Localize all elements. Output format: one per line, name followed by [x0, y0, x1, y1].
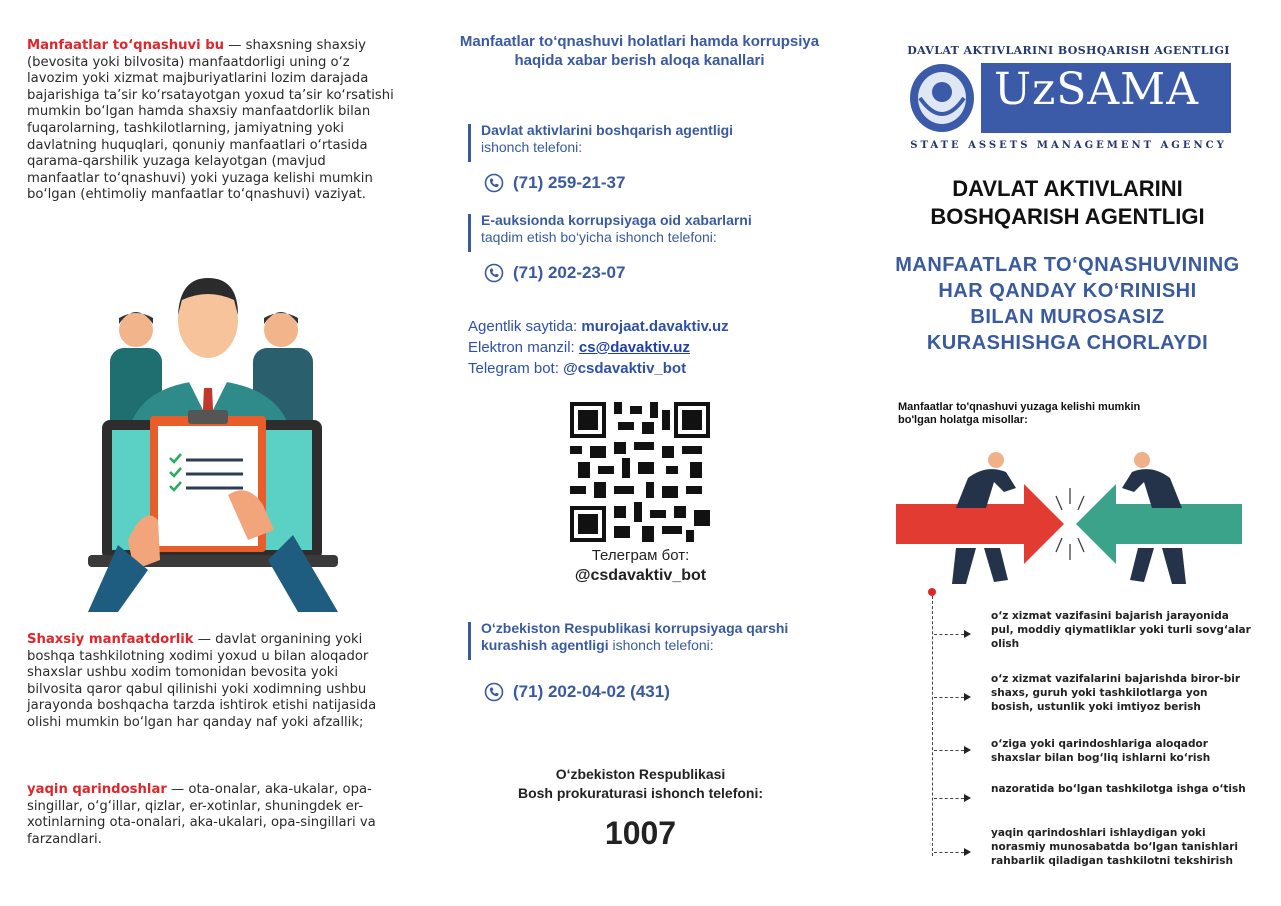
prosecutor-line1: O‘zbekiston Respublikasi — [555, 766, 726, 782]
timeline-line — [932, 596, 933, 856]
logo-caption-top: DAVLAT AKTIVLARINI BOSHQARISH AGENTLIGI — [907, 44, 1230, 57]
accent-bar — [468, 124, 471, 162]
anticorruption-hotline — [468, 620, 841, 654]
agency-title — [864, 175, 1271, 231]
example-item: o‘ziga yoki qarindoshlariga aloqador shaxslar bilan bog‘liq ishlarni ko‘rish — [991, 738, 1211, 764]
phone-eauction[interactable] — [484, 263, 625, 283]
eauction-hotline — [468, 212, 752, 246]
prosecutor-line2: Bosh prokuraturasi ishonch telefoni: — [517, 785, 764, 801]
qr-caption-label: Телеграм бот: — [591, 547, 690, 564]
phone-eauction-number: (71) 202-23-07 — [513, 263, 626, 282]
prosecutor-number[interactable]: 1007 — [604, 815, 677, 851]
phone-anticorruption[interactable] — [484, 682, 670, 702]
phone-icon — [484, 682, 504, 702]
logo-caption-bottom: STATE ASSETS MANAGEMENT AGENCY — [910, 140, 1227, 151]
connector — [934, 697, 964, 698]
agency-title-line1: DAVLAT AKTIVLARINI — [952, 176, 1183, 201]
definition-personal-interest — [27, 632, 397, 732]
term-conflict: Manfaatlar to‘qnashuvi bu — [27, 38, 225, 53]
officials-illustration — [88, 270, 338, 612]
example-item: yaqin qarindoshlari ishlaydigan yoki norasmiy munosabatda bo‘lgan tanishlari rahbarlik qiladigan tashkilotni tekshirish — [991, 827, 1238, 867]
telegram-label: Telegram bot: — [468, 360, 559, 377]
connector — [934, 750, 964, 751]
site-link[interactable]: murojaat.davaktiv.uz — [581, 318, 729, 335]
emblem-icon — [906, 60, 978, 136]
connector-arrow-icon — [964, 693, 971, 701]
term-relatives: yaqin qarindoshlar — [27, 782, 167, 797]
definition-relatives-text: — ota-onalar, aka-ukalar, opa-singillar, o‘g‘illar, qizlar, er-xotinlar, shuningdek er-xotinlarning ota-onalari, aka-ukalari, opa-singillari va farzandlari. — [27, 782, 376, 847]
slogan-line3: BILAN MUROSASIZ — [970, 306, 1165, 328]
site-label: Agentlik saytida: — [468, 318, 578, 335]
telegram-link[interactable]: @csdavaktiv_bot — [563, 360, 687, 377]
slogan-line2: HAR QANDAY KO‘RINISHI — [938, 280, 1197, 302]
middle-panel — [427, 0, 854, 906]
logo-wordmark: UzSAMA — [994, 64, 1200, 115]
connector — [934, 634, 964, 635]
anticorruption-hotline-name: O‘zbekiston Respublikasi korrupsiyaga qarshi kurashish agentligi — [481, 620, 789, 653]
accent-bar — [468, 214, 471, 252]
agency-hotline — [468, 122, 733, 156]
channels-title: Manfaatlar to‘qnashuvi holatlari hamda korrupsiya haqida xabar berish aloqa kanallari — [459, 33, 820, 69]
contact-links — [468, 316, 729, 379]
phone-agency-number: (71) 259-21-37 — [513, 173, 626, 192]
agency-hotline-label: ishonch telefoni: — [481, 139, 583, 155]
agency-hotline-name: Davlat aktivlarini boshqarish agentligi — [481, 122, 734, 138]
phone-icon — [484, 173, 504, 193]
connector — [934, 798, 964, 799]
definition-conflict — [27, 38, 397, 204]
connector-arrow-icon — [964, 848, 971, 856]
anticorruption-hotline-label: ishonch telefoni: — [612, 637, 714, 653]
definition-conflict-text: — shaxsning shaxsiy (bevosita yoki bilvosita) manfaatdorligi uning o‘z lavozim yoki xizmat majburiyatlarini lozim darajada bajarishiga ta’sir ko‘rsatayotgan yoxud ta’sir ko‘rsatishi mumkin bo‘lgan hamda shaxsiy manfaatdorlik bilan fuqarolarning, tashkilotlarning, jamiyatning yoki davlatning huquqlari, qonuniy manfaatlari o‘rtasida qarama-qarshilik yuzaga kelayotgan (mavjud manfaatlar to‘qnashuvi) yoki yuzaga kelishi mumkin bo‘lgan (ehtimoliy manfaatlar to‘qnashuvi) vaziyat. — [27, 38, 394, 203]
examples-heading: Manfaatlar to'qnashuvi yuzaga kelishi mumkin bo'lgan holatga misollar: — [898, 401, 1141, 426]
definition-relatives — [27, 782, 397, 848]
slogan-line1: MANFAATLAR TO‘QNASHUVINING — [895, 254, 1240, 276]
phone-agency[interactable] — [484, 173, 625, 193]
eauction-hotline-name: E-auksionda korrupsiyaga oid xabarlarni — [481, 212, 752, 228]
example-item: nazoratida bo‘lgan tashkilotga ishga o‘tish — [991, 783, 1246, 795]
phone-anticorruption-number: (71) 202-04-02 (431) — [513, 682, 670, 701]
connector-arrow-icon — [964, 630, 971, 638]
example-item: o‘z xizmat vazifasini bajarish jarayonida pul, moddiy qiymatliklar yoki turli sovg‘alar olish — [991, 610, 1251, 650]
timeline-start-dot — [928, 588, 936, 596]
conflict-illustration — [896, 448, 1242, 590]
qr-code[interactable] — [570, 402, 710, 542]
qr-caption-handle: @csdavaktiv_bot — [574, 567, 707, 584]
right-panel — [854, 0, 1281, 906]
definition-personal-interest-text: — davlat organining yoki boshqa tashkilotning xodimi yoxud u bilan aloqador shaxslar ushbu xodim tomonidan bevosita yoki bilvosita qaror qabul qilinishi yoki xodimning ushbu jarayonda boshqacha tarzda ishtirok etishi natijasida olishi mumkin bo‘lgan har qanday naf yoki afzallik; — [27, 632, 377, 730]
connector-arrow-icon — [964, 794, 971, 802]
eauction-hotline-label: taqdim etish bo‘yicha ishonch telefoni: — [481, 229, 717, 245]
left-panel — [0, 0, 427, 906]
connector — [934, 852, 964, 853]
agency-title-line2: BOSHQARISH AGENTLIGI — [930, 204, 1205, 229]
term-personal-interest: Shaxsiy manfaatdorlik — [27, 632, 194, 647]
email-link[interactable]: cs@davaktiv.uz — [578, 339, 690, 356]
accent-bar — [468, 622, 471, 660]
connector-arrow-icon — [964, 746, 971, 754]
email-label: Elektron manzil: — [468, 339, 575, 356]
example-item: o‘z xizmat vazifalarini bajarishda biror-bir shaxs, guruh yoki tashkilotlarga yon bosish, ustunlik yoki imtiyoz berish — [991, 673, 1241, 713]
slogan — [864, 252, 1271, 356]
slogan-line4: KURASHISHGA CHORLAYDI — [926, 332, 1209, 354]
phone-icon — [484, 263, 504, 283]
